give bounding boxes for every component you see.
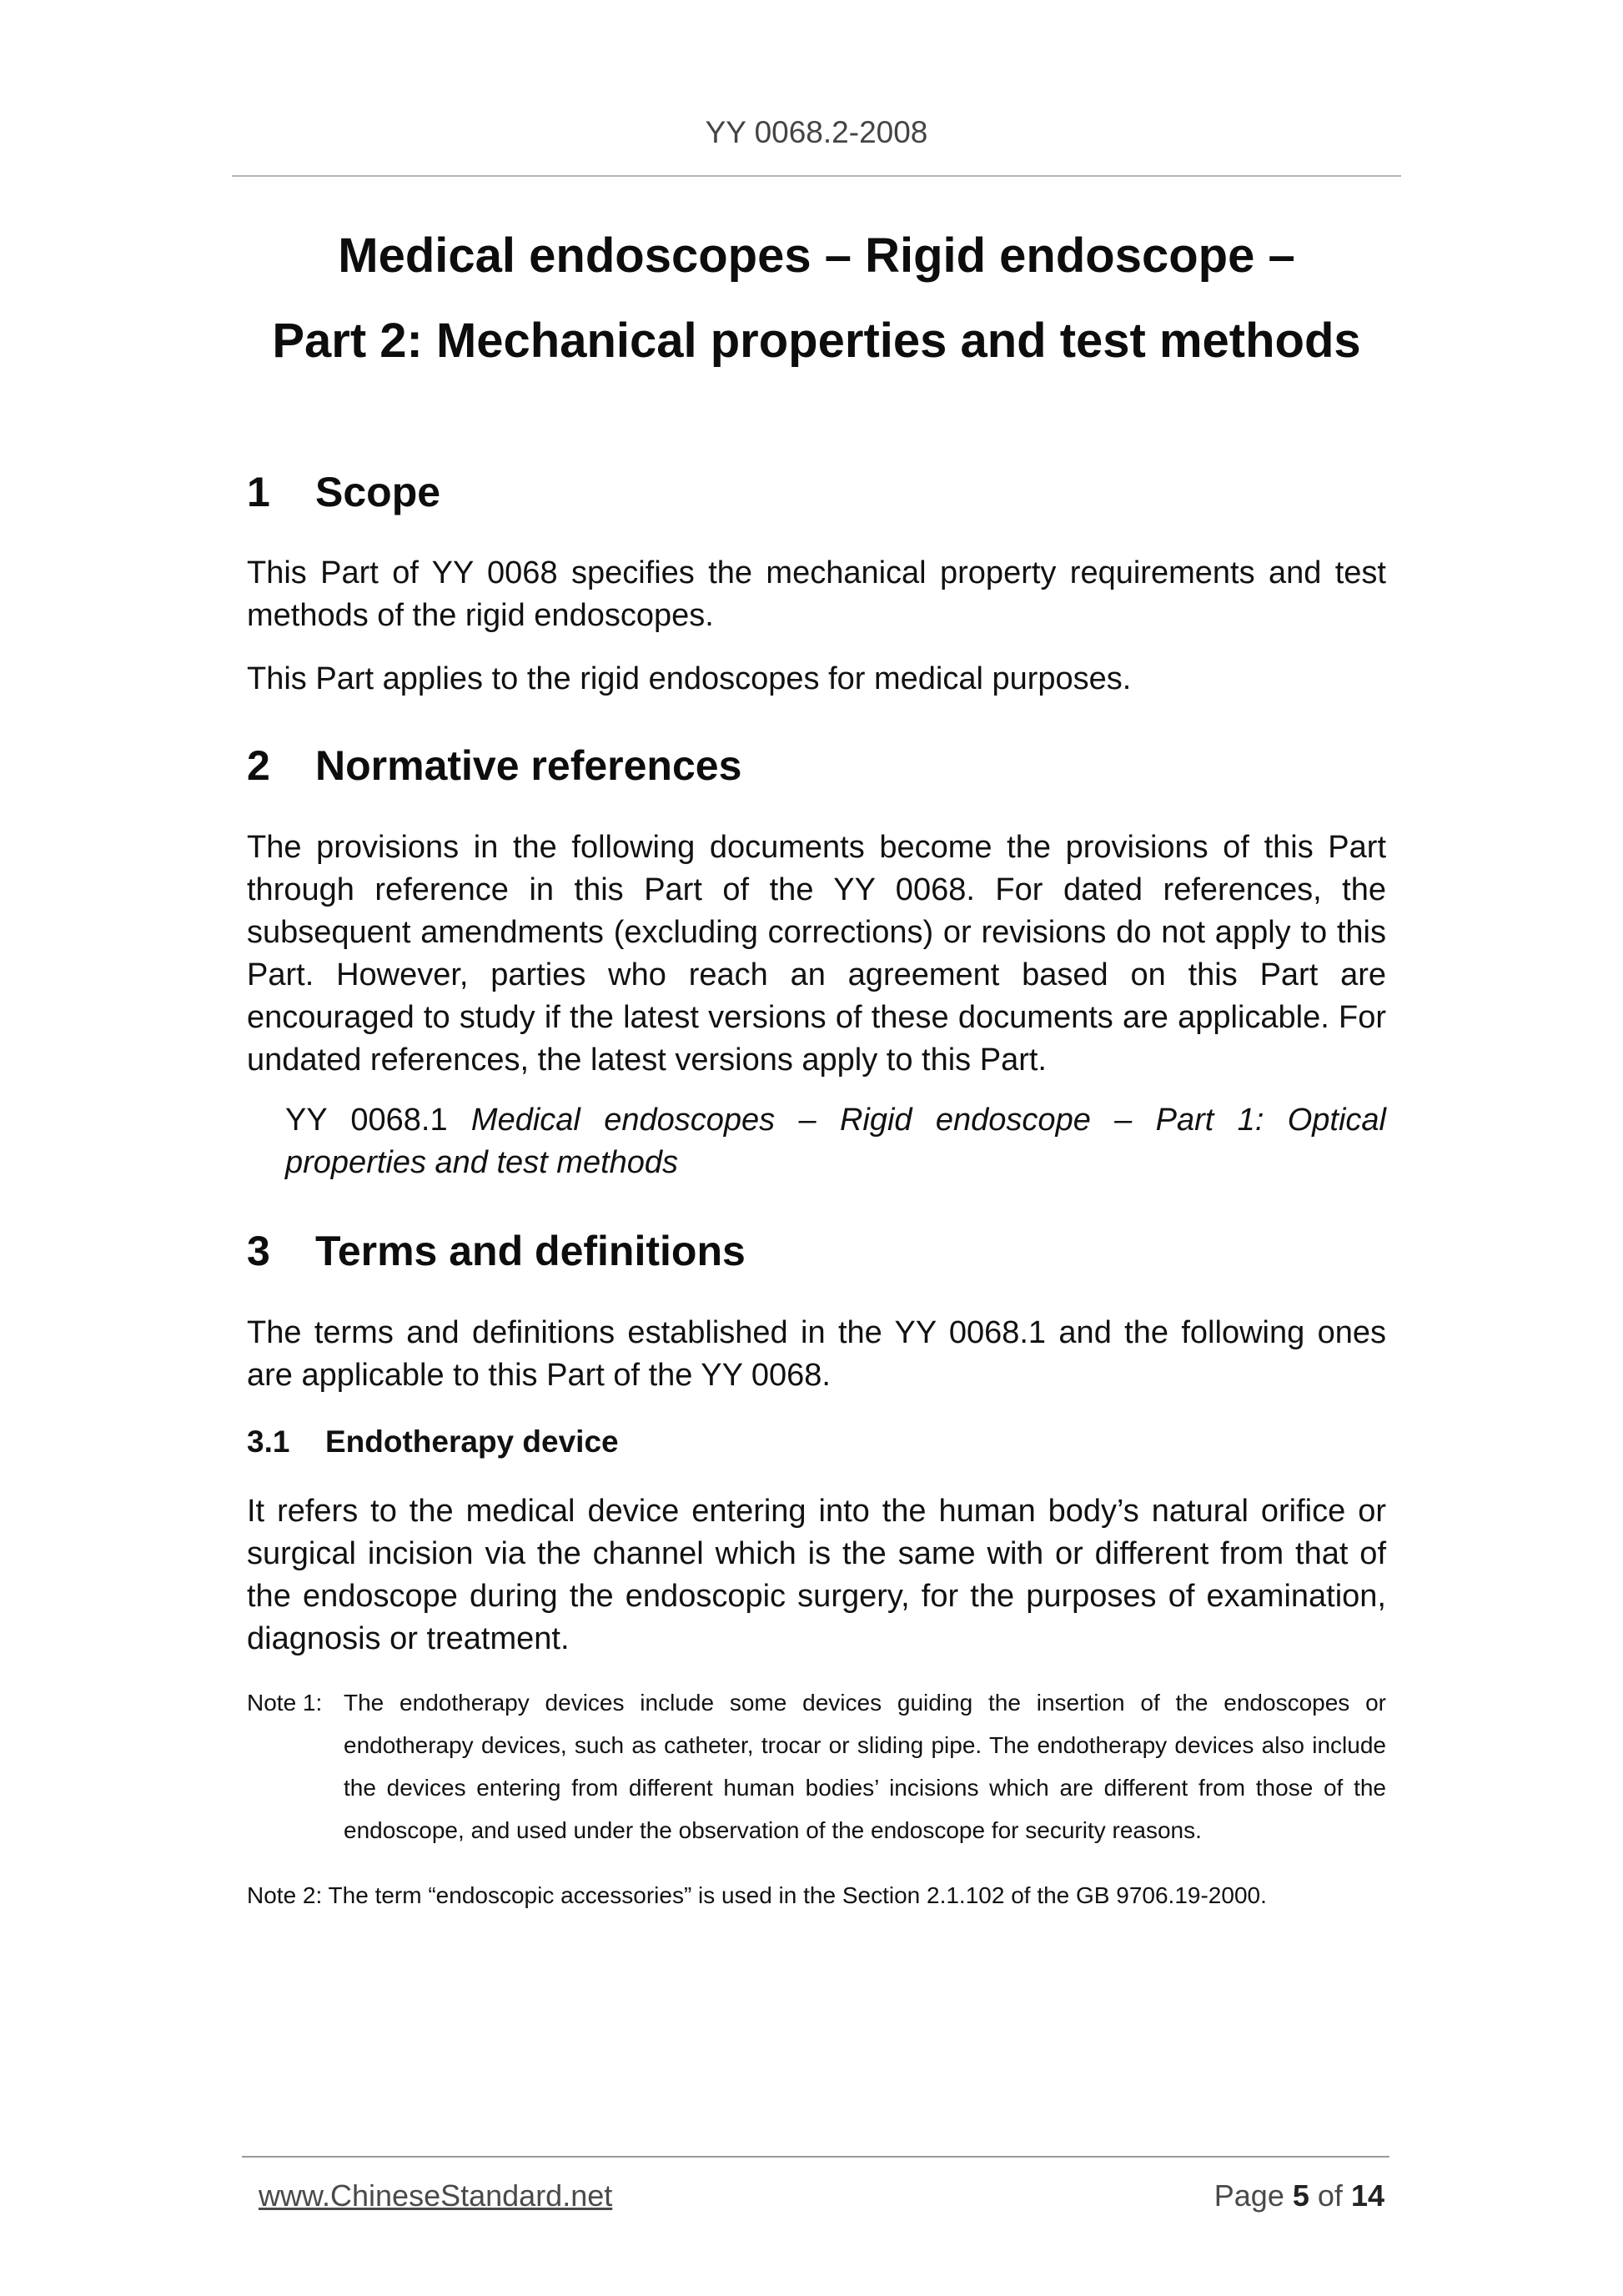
definition-paragraph: It refers to the medical device entering into the human body’s natural orifice or surgical incision via the channel which is the same with or different from that of the endoscope during the endoscopic surgery, for the purposes of examination, diagnosis or treatment. (247, 1494, 1386, 1657)
document-title-line-2: Part 2: Mechanical properties and test methods (272, 314, 1361, 368)
scope-paragraph-1: This Part of YY 0068 specifies the mechanical property requirements and test methods of the rigid endoscopes. (247, 555, 1386, 633)
website-link[interactable]: www.ChineseStandard.net (259, 2178, 613, 2213)
section-title: Terms and definitions (315, 1228, 746, 1274)
page-number (1214, 2178, 1384, 2213)
document-title-line-1: Medical endoscopes – Rigid endoscope – (338, 229, 1295, 283)
scope-paragraph-2: This Part applies to the rigid endoscopes for medical purposes. (247, 661, 1132, 696)
section-1-heading (247, 467, 1386, 517)
footer-divider (242, 2156, 1389, 2158)
note-1-text: The endotherapy devices include some devices guiding the insertion of the endoscopes or endotherapy devices, such as catheter, trocar or sliding pipe. The endotherapy devices also include the devices entering from different human bodies’ incisions which are different from those of the endoscope, and used under the observation of the endoscope for security reasons. (344, 1690, 1386, 1844)
document-body (247, 467, 1386, 1917)
section-2-heading (247, 741, 1386, 791)
page-prefix: Page (1213, 2178, 1284, 2213)
note-1-label: Note 1: (247, 1690, 323, 1716)
subsection-title: Endotherapy device (325, 1424, 619, 1459)
page-current: 5 (1292, 2178, 1309, 2213)
note-2: Note 2: The term “endoscopic accessories” is used in the Section 2.1.102 of the GB 9706.19-2000. (247, 1882, 1267, 1909)
section-number: 3 (247, 1228, 270, 1274)
reference-title: Medical endoscopes – Rigid endoscope – Part 1: Optical properties and test methods (285, 1103, 1386, 1180)
note-1 (247, 1681, 1386, 1851)
section-3-heading (247, 1226, 1386, 1276)
page-of: of (1317, 2178, 1343, 2213)
section-title: Scope (315, 469, 441, 515)
reference-code: YY 0068.1 (285, 1103, 448, 1138)
section-number: 1 (247, 469, 270, 515)
section-number: 2 (247, 742, 270, 789)
section-title: Normative references (315, 742, 742, 789)
normative-references-paragraph: The provisions in the following documents become the provisions of this Part through reference in this Part of the YY 0068. For dated references, the subsequent amendments (excluding corrections) or revisions do not apply to this Part. However, parties who reach an agreement based on this Part are encouraged to study if the latest versions of these documents are applicable. For undated references, the latest versions apply to this Part. (247, 830, 1386, 1078)
page-header-doc-code: YY 0068.2-2008 (705, 115, 928, 149)
subsection-3-1-heading (247, 1424, 1386, 1460)
subsection-number: 3.1 (247, 1424, 290, 1459)
header-divider (232, 175, 1401, 177)
reference-entry (285, 1099, 1386, 1184)
page-total: 14 (1350, 2178, 1384, 2213)
terms-paragraph: The terms and definitions established in the YY 0068.1 and the following ones are applicable to this Part of the YY 0068. (247, 1315, 1386, 1393)
